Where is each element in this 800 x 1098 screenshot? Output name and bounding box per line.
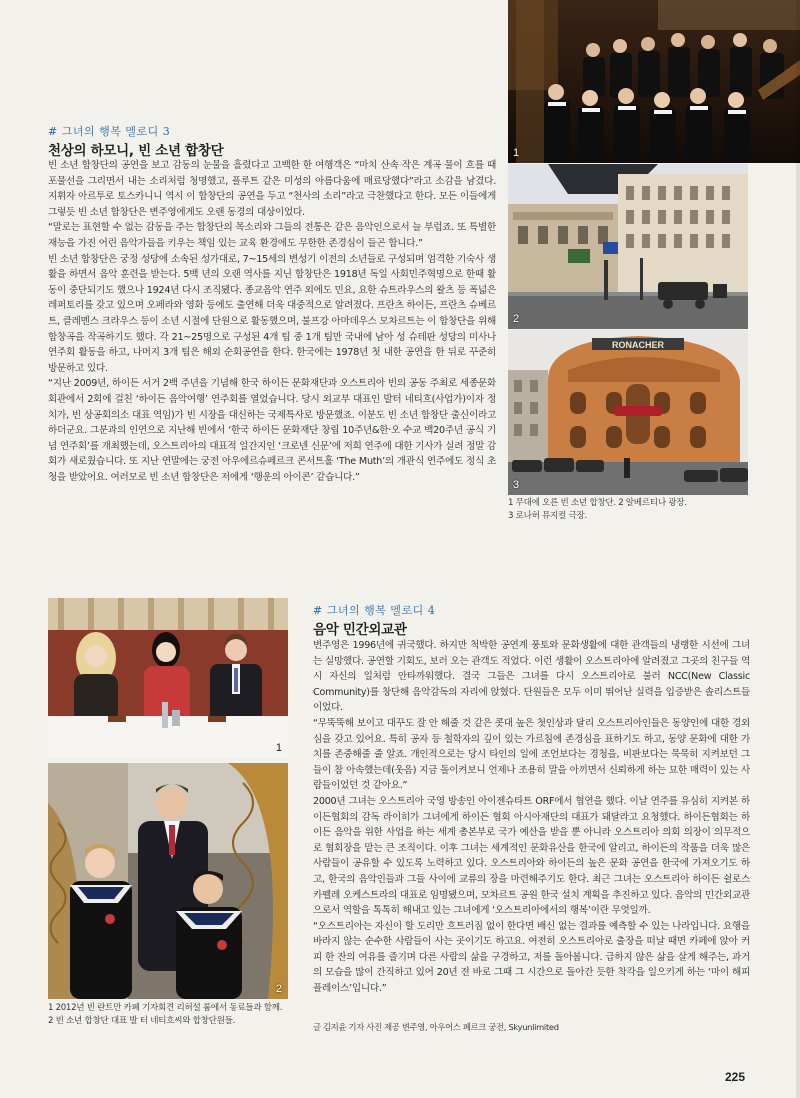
photo-press-conference: [48, 598, 288, 758]
photo-caption-top: [508, 497, 758, 522]
caption-line: 2 빈 소년 합창단 대표 발 터 네티흐씨와 합창단원들.: [48, 1015, 236, 1026]
paragraph: 빈 소년 합창단은 궁정 성당에 소속된 성가대로, 7~15세의 변성기 이전의 소년들로 구성되며 엄격한 기숙사 생활을 하면서 음악 훈련을 받는다. 5백 년의 오랜 역사를 지닌 합창단은 1918년 독일 사회민주혁명으로 한때 활동이 중단되기도 했으나 1924년 다시 조직됐다. 종교음악 연주 외에도 민요, 요한 슈트라우스의 왈츠 등 폭넓은 레퍼토리를 갖고 있으며 오페라와 영화 등에도 출연해 더욱 대중적으로 알려졌다. 프란츠 하이든, 프란츠 슈베르트, 클레멘스 크라우스 등이 소년 시절에 단원으로 활동했으며, 불프강 아마데우스 모차르트는 이 합창단을 위해 합창곡을 작곡하기도 했다. 각 21~25명으로 구성된 4개 팀 중 1개 팀만 국내에 남아 성 슈테판 성당의 미사나 연주회 활동을 하고, 나머지 3개 팀은 해외 순회공연을 한다. 한국에는 1978년 첫 내한 공연을 한 뒤로 꾸준히 방문하고 있다.: [48, 253, 496, 374]
caption-line: 1 2012년 빈 란트만 카페 기자회견 리허설 룸에서 동료들과 함께.: [48, 1003, 283, 1013]
photo-albertina-square: [508, 164, 748, 329]
paragraph: 2000년 그녀는 오스트리아 국영 방송인 아이젠슈타트 ORF에서 협연을 했다. 이날 연주를 유심히 지켜본 하이든협회의 감독 라이히가 그녀에게 하이든 협회 아시아재단의 대표가 돼달라고 요청했다. 하이든협회는 하이든 음악을 위한 사업을 하는 세계 총본부로 국가 예산을 받을 뿐 아니라 오스트리아 의회 의장이 의무적으로 협회장을 맡는 큰 조직이다. 이후 그녀는 세계적인 문화유산을 한국에 알리고, 하이든의 작품을 더욱 많은 사람들이 공유할 수 있도록 노력하고 있다. 오스트리아와 하이든의 높은 문화 공연을 한국에 가져오기도 하고, 한국의 음악인들과 그들 사이에 교류의 장을 마련해주기도 한다. 최근 그녀는 오스트리아 하이든 쉴로스 카펠레 오케스트라의 대표로 임명됐으며, 모차르트 공원 한국 설치 계획을 추진하고 있다. 음악의 민간외교관으로서 역할을 톡톡히 해내고 있는 그녀에게 ‘오스트리아에서의 행복’이란 무엇일까.: [313, 795, 750, 917]
photo-credit: 글 김지윤 기자 사진 제공 변주영, 아우어스 페르크 궁전, Skyunlimited: [313, 1022, 559, 1032]
paragraph: “말로는 표현할 수 없는 감동을 주는 합창단의 목소리와 그들의 전통은 같은 음악인으로서 늘 부럽죠. 또 특별한 재능을 가진 어린 음악가들을 키우는 책임 있는 교육 환경에도 무한한 존경심이 들곤 합니다.”: [48, 222, 496, 249]
photo-number: 3: [513, 479, 520, 491]
paragraph: 빈 소년 합창단의 공연을 보고 감동의 눈물을 흘렸다고 고백한 한 여행객은 “마치 산속 작은 계곡 물이 흐를 때 포물선을 그리면서 내는 소리처럼 청명했고, 플루트 같은 미성의 아름다움에 매료당했다”라고 소감을 남겼다. 지휘자 아르투로 토스카니니 역시 이 합창단의 공연을 두고 “천사의 소리”라고 극찬했다고 한다. 모든 이들에게 그렇듯 빈 소년 합창단은 변주영에게도 오랜 동경의 대상이었다.: [48, 160, 496, 218]
photo-ronacher-theater: [508, 330, 748, 495]
section-tag: # 그녀의 행복 멜로디 4: [313, 604, 436, 617]
caption-line: 1 무대에 오른 빈 소년 합창단. 2 알베르티나 광장.: [508, 498, 687, 508]
paragraph: 변주영은 1996년에 귀국했다. 하지만 척박한 공연계 풍토와 문화생활에 대한 관객들의 냉랭한 시선에 그녀는 실망했다. 공연할 기회도, 보러 오는 관객도 적었다. 이런 생활이 오스트리아에 알려졌고 그곳의 친구들 역시 자신의 일처럼 안타까워했다. 결국 그들은 그녀를 다시 오스트리아로 불러 NCC(New Classic Community)를 창단해 음악감독의 자리에 앉혔다. 단원들은 모두 이미 뛰어난 실력을 입증받은 솔리스트들이었다.: [313, 640, 750, 714]
photo-netich-choir-boys: [48, 763, 288, 999]
paragraph: “무뚝뚝해 보이고 대꾸도 잘 안 해줄 것 같은 콧대 높은 첫인상과 달리 오스트리아인들은 동양인에 대한 경외심을 갖고 있어요. 특히 공자 등 철학자의 깊이 있는 가르침에 존경심을 표하기도 하고, 동양 문화에 대한 가치를 존중해줄 줄 알죠. 개인적으로는 당시 타인의 일에 조언보다는 경청을, 비판보다는 묵묵히 지켜보던 그들이 참 아속했는데(웃음) 지금 돌이켜보니 언제나 조용히 말을 아끼면서 신뢰하게 하는 묘한 매력이 있는 사람들이었던 것 같아요.”: [313, 717, 750, 792]
ronacher-sign: RONACHER: [611, 340, 665, 350]
article-body-section2: [313, 638, 750, 1018]
article-body-section1: [48, 158, 496, 520]
section-title: 음악 민간외교관: [313, 622, 407, 638]
page-number: 225: [725, 1070, 746, 1084]
paragraph: “오스트리아는 자신이 할 도리만 흐트러짐 없이 한다면 배신 없는 결과를 예측할 수 있는 나라입니다. 요행을 바라지 않는 순수한 사람들이 사는 곳이기도 하고요. 여전히 오스트리아로 출장을 떠날 때면 카페에 앉아 커피 한 잔의 여유를 즐기며 다른 사람의 삶을 구경하고, 저를 돌아봅니다. 급하지 않은 삶을 살게 해주는, 과거의 모습을 많이 간직하고 있어 20년 전 바로 그때 그 시간으로 돌아간 듯한 착각을 일으키게 하는 ‘마이 해피 플레이스’입니다.”: [313, 920, 750, 995]
photo-number: 1: [513, 147, 520, 159]
photo-choir-stage: [508, 0, 800, 163]
section-title: 천상의 하모니, 빈 소년 합창단: [48, 143, 224, 159]
caption-line: 3 로나허 뮤지컬 극장.: [508, 510, 587, 521]
section-tag: # 그녀의 행복 멜로디 3: [48, 125, 171, 138]
paragraph: “지난 2009년, 하이든 서거 2백 주년을 기념해 한국 하이든 문화재단과 오스트리아 빈의 공동 주최로 세종문화회관에서 2회에 걸친 ‘하이든 음악여행’ 연주회를 열었습니다. 당시 외교부 대표인 발터 네티흐(사업가)이자 정치가, 빈 상공회의소 대표 역임)가 빈 시장을 대신하는 국제특사로 방문했죠. 이분도 빈 소년 합창단 출신이라고 하더군요. 그분과의 인연으로 지난해 빈에서 ‘한국 하이든 문화재단 창립 10주년&한·오 수교 백20주년 공식 기념 연주회’를 개최했는데, 오스트리아의 대표적 일간지인 ‘크로넨 신문’에 저희 연주에 대한 기사가 실려 정말 감회가 새로웠습니다. 또 지난 연말에는 궁전 아우에르슈페르크 콘서트홀 ‘The Muth’의 개관식 연주에도 정식 초청을 받았어요. 여러모로 빈 소년 합창단은 저에게 ‘행운의 아이콘’ 같습니다.”: [48, 378, 496, 483]
photo-number: 1: [275, 742, 282, 754]
page-edge-shadow: [796, 0, 800, 1098]
photo-caption-bottom: [48, 1002, 308, 1027]
photo-number: 2: [513, 313, 520, 325]
photo-number: 2: [275, 983, 282, 995]
